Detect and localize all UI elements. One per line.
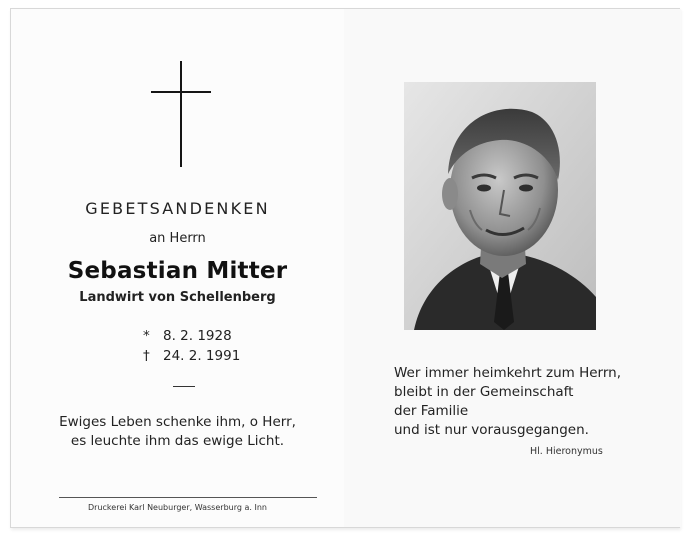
deceased-name: Sebastian Mitter	[67, 258, 288, 284]
quote-line: bleibt in der Gemeinschaft	[394, 384, 574, 400]
death-symbol: †	[143, 348, 150, 364]
prayer-line: Ewiges Leben schenke ihm, o Herr,	[59, 414, 296, 430]
prayer-line: es leuchte ihm das ewige Licht.	[70, 433, 285, 449]
quote-line: und ist nur vorausgegangen.	[394, 422, 589, 438]
birth-symbol: *	[143, 328, 150, 344]
printer-credit: Druckerei Karl Neuburger, Wasserburg a. Inn	[88, 503, 267, 512]
portrait-photo	[404, 82, 596, 330]
quote-line: der Familie	[394, 403, 469, 419]
intro-text: an Herrn	[149, 231, 206, 246]
quote-attribution: Hl. Hieronymus	[530, 446, 603, 457]
separator-dash	[173, 386, 195, 387]
life-dates	[143, 326, 240, 366]
prayer-verse	[11, 413, 344, 451]
cross-icon	[151, 61, 211, 167]
left-panel	[11, 9, 344, 527]
birth-row	[143, 326, 240, 346]
death-row	[143, 346, 240, 366]
card-heading: GEBETSANDENKEN	[85, 199, 270, 218]
printer-divider	[59, 497, 317, 498]
death-date: 24. 2. 1991	[163, 348, 241, 364]
quote-line: Wer immer heimkehrt zum Herrn,	[394, 365, 622, 381]
quote-verse	[394, 364, 621, 440]
birth-date: 8. 2. 1928	[163, 328, 232, 344]
occupation-text: Landwirt von Schellenberg	[79, 290, 276, 305]
